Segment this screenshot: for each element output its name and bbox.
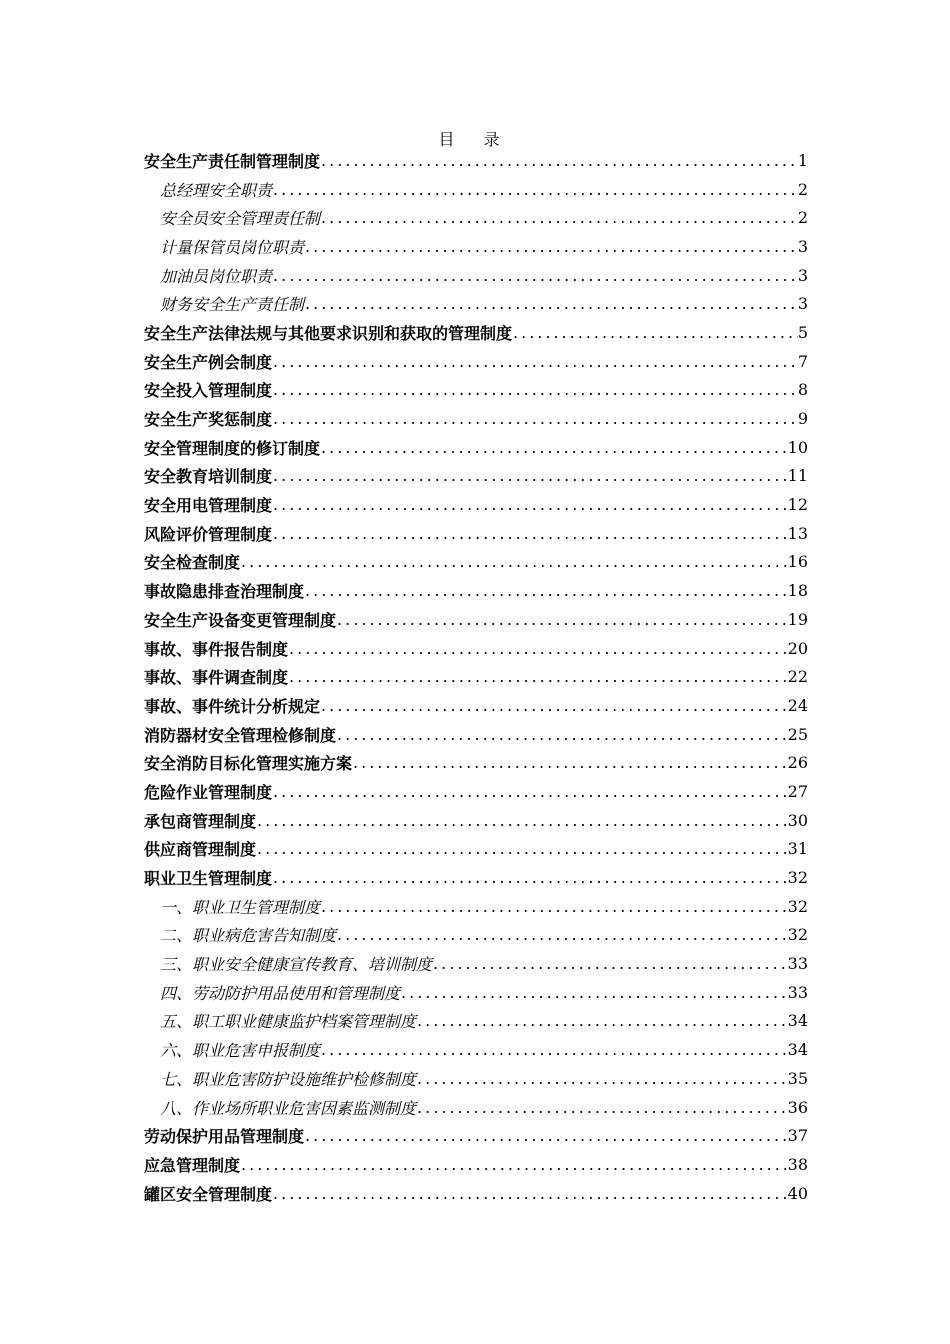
toc-entry[interactable]: [144, 318, 808, 347]
toc-entry-title: 安全生产设备变更管理制度: [144, 610, 337, 630]
toc-entry-title: 事故、事件报告制度: [144, 639, 289, 659]
dot-leader: [272, 1184, 788, 1203]
dot-leader: [256, 839, 788, 858]
toc-subentry[interactable]: [144, 1007, 808, 1036]
toc-entry-page-number: 13: [787, 523, 808, 543]
toc-entry-title: 安全消防目标化管理实施方案: [144, 754, 353, 774]
toc-entry-title: 事故隐患排查治理制度: [144, 582, 305, 602]
dot-leader: [336, 610, 788, 629]
toc-entry-page-number: 26: [787, 753, 808, 773]
toc-entry-page-number: 8: [797, 380, 808, 400]
toc-entry-page-number: 37: [787, 1126, 808, 1146]
toc-entry[interactable]: [144, 748, 808, 777]
dot-leader: [288, 667, 788, 686]
toc-entry-page-number: 38: [787, 1154, 808, 1174]
toc-entry[interactable]: [144, 146, 808, 175]
toc-entry[interactable]: [144, 863, 808, 892]
toc-subentry[interactable]: [144, 949, 808, 978]
toc-subentry[interactable]: [144, 203, 808, 232]
toc-entry-title: 安全生产奖惩制度: [144, 410, 273, 430]
toc-subentry[interactable]: [144, 978, 808, 1007]
toc-entry-page-number: 32: [787, 868, 808, 888]
toc-entry[interactable]: [144, 1150, 808, 1179]
toc-entry-page-number: 34: [787, 1011, 808, 1031]
dot-leader: [320, 696, 788, 715]
dot-leader: [320, 208, 798, 227]
dot-leader: [304, 294, 798, 313]
dot-leader: [272, 782, 788, 801]
dot-leader: [288, 639, 788, 658]
toc-entry-page-number: 32: [787, 896, 808, 916]
toc-entry-page-number: 40: [787, 1183, 808, 1203]
dot-leader: [272, 868, 788, 887]
dot-leader: [416, 1098, 788, 1117]
toc-entry-title: 消防器材安全管理检修制度: [144, 725, 337, 745]
toc-entry-title: 加油员岗位职责: [160, 266, 273, 286]
toc-entry-page-number: 2: [797, 208, 808, 228]
toc-subentry[interactable]: [144, 289, 808, 318]
toc-entry-page-number: 36: [787, 1097, 808, 1117]
toc-entry-page-number: 19: [787, 609, 808, 629]
toc-entry-page-number: 12: [787, 495, 808, 515]
toc-entry-page-number: 31: [787, 839, 808, 859]
toc-subentry[interactable]: [144, 1035, 808, 1064]
toc-entry-page-number: 30: [787, 810, 808, 830]
toc-entry-title: 安全检查制度: [144, 553, 241, 573]
toc-entry-title: 七、职业危害防护设施维护检修制度: [160, 1069, 417, 1089]
toc-subentry[interactable]: [144, 1093, 808, 1122]
toc-entry-page-number: 7: [797, 351, 808, 371]
toc-entry[interactable]: [144, 720, 808, 749]
dot-leader: [320, 1040, 788, 1059]
dot-leader: [320, 897, 788, 916]
toc-subentry[interactable]: [144, 175, 808, 204]
toc-entry-title: 职业卫生管理制度: [144, 869, 273, 889]
toc-entry-page-number: 18: [787, 581, 808, 601]
toc-entry-title: 应急管理制度: [144, 1155, 241, 1175]
toc-entry[interactable]: [144, 548, 808, 577]
toc-entry[interactable]: [144, 490, 808, 519]
toc-entry-page-number: 9: [797, 409, 808, 429]
toc-entry-title: 二、职业病危害告知制度: [160, 926, 337, 946]
toc-entry-page-number: 20: [787, 638, 808, 658]
toc-entry-title: 财务安全生产责任制: [160, 295, 305, 315]
dot-leader: [272, 409, 798, 428]
toc-entry[interactable]: [144, 806, 808, 835]
toc-entry[interactable]: [144, 433, 808, 462]
toc-entry-title: 安全投入管理制度: [144, 381, 273, 401]
toc-entry-title: 罐区安全管理制度: [144, 1184, 273, 1204]
toc-entry[interactable]: [144, 835, 808, 864]
toc-entry-title: 安全员安全管理责任制: [160, 209, 321, 229]
dot-leader: [320, 151, 798, 170]
dot-leader: [352, 753, 788, 772]
toc-entry-page-number: 1: [797, 150, 808, 170]
toc-entry-title: 供应商管理制度: [144, 840, 257, 860]
toc-entry-page-number: 10: [787, 437, 808, 457]
dot-leader: [272, 466, 788, 485]
dot-leader: [416, 1011, 788, 1030]
toc-subentry[interactable]: [144, 921, 808, 950]
toc-entry[interactable]: [144, 1179, 808, 1208]
toc-entry-title: 安全生产责任制管理制度: [144, 151, 321, 171]
toc-entry-page-number: 25: [787, 724, 808, 744]
dot-leader: [304, 237, 798, 256]
toc-entry-page-number: 2: [797, 179, 808, 199]
toc-heading: 目 录: [438, 130, 512, 149]
toc-entry-title: 事故、事件调查制度: [144, 668, 289, 688]
toc-entry-title: 安全生产法律法规与其他要求识别和获取的管理制度: [144, 323, 513, 343]
toc-entry-title: 承包商管理制度: [144, 811, 257, 831]
toc-entry-page-number: 3: [797, 294, 808, 314]
dot-leader: [432, 954, 788, 973]
dot-leader: [256, 811, 788, 830]
toc-entry-title: 安全管理制度的修订制度: [144, 438, 321, 458]
toc-entry-title: 安全生产例会制度: [144, 352, 273, 372]
dot-leader: [320, 438, 788, 457]
toc-entry-page-number: 33: [787, 982, 808, 1002]
dot-leader: [272, 495, 788, 514]
toc-entry-title: 劳动保护用品管理制度: [144, 1127, 305, 1147]
dot-leader: [416, 1069, 788, 1088]
toc-entry-title: 总经理安全职责: [160, 180, 273, 200]
toc-entry-title: 八、作业场所职业危害因素监测制度: [160, 1098, 417, 1118]
table-of-contents: [144, 146, 808, 1207]
dot-leader: [240, 552, 788, 571]
toc-entry-title: 一、职业卫生管理制度: [160, 897, 321, 917]
toc-entry-title: 三、职业安全健康宣传教育、培训制度: [160, 955, 433, 975]
toc-entry-title: 六、职业危害申报制度: [160, 1041, 321, 1061]
dot-leader: [272, 524, 788, 543]
dot-leader: [304, 1126, 788, 1145]
toc-entry[interactable]: [144, 1121, 808, 1150]
toc-entry-title: 危险作业管理制度: [144, 782, 273, 802]
toc-entry-page-number: 3: [797, 236, 808, 256]
toc-entry[interactable]: [144, 691, 808, 720]
toc-entry-page-number: 3: [797, 265, 808, 285]
toc-entry-title: 事故、事件统计分析规定: [144, 696, 321, 716]
toc-entry[interactable]: [144, 576, 808, 605]
dot-leader: [272, 266, 798, 285]
toc-subentry[interactable]: [144, 892, 808, 921]
toc-entry-page-number: 34: [787, 1040, 808, 1060]
dot-leader: [400, 983, 788, 1002]
dot-leader: [272, 180, 798, 199]
toc-entry-page-number: 24: [787, 695, 808, 715]
dot-leader: [512, 323, 798, 342]
toc-entry[interactable]: [144, 519, 808, 548]
toc-entry-page-number: 35: [787, 1068, 808, 1088]
toc-subentry[interactable]: [144, 261, 808, 290]
toc-entry[interactable]: [144, 404, 808, 433]
toc-subentry[interactable]: [144, 232, 808, 261]
toc-entry-title: 四、劳动防护用品使用和管理制度: [160, 983, 401, 1003]
toc-entry-page-number: 27: [787, 781, 808, 801]
dot-leader: [240, 1155, 788, 1174]
toc-entry[interactable]: [144, 462, 808, 491]
toc-entry-page-number: 32: [787, 925, 808, 945]
toc-entry-page-number: 11: [787, 466, 808, 486]
toc-entry[interactable]: [144, 605, 808, 634]
toc-entry[interactable]: [144, 662, 808, 691]
toc-subentry[interactable]: [144, 1064, 808, 1093]
toc-entry-title: 计量保管员岗位职责: [160, 237, 305, 257]
toc-entry-title: 安全教育培训制度: [144, 467, 273, 487]
dot-leader: [272, 352, 798, 371]
toc-entry[interactable]: [144, 376, 808, 405]
toc-entry-page-number: 22: [787, 667, 808, 687]
dot-leader: [304, 581, 788, 600]
toc-entry-page-number: 33: [787, 954, 808, 974]
dot-leader: [336, 725, 788, 744]
toc-entry-title: 安全用电管理制度: [144, 496, 273, 516]
dot-leader: [272, 380, 798, 399]
toc-entry[interactable]: [144, 347, 808, 376]
toc-entry-page-number: 16: [787, 552, 808, 572]
toc-entry-title: 风险评价管理制度: [144, 524, 273, 544]
toc-entry[interactable]: [144, 777, 808, 806]
toc-entry[interactable]: [144, 634, 808, 663]
dot-leader: [336, 925, 788, 944]
toc-entry-title: 五、职工职业健康监护档案管理制度: [160, 1012, 417, 1032]
toc-entry-page-number: 5: [797, 322, 808, 342]
